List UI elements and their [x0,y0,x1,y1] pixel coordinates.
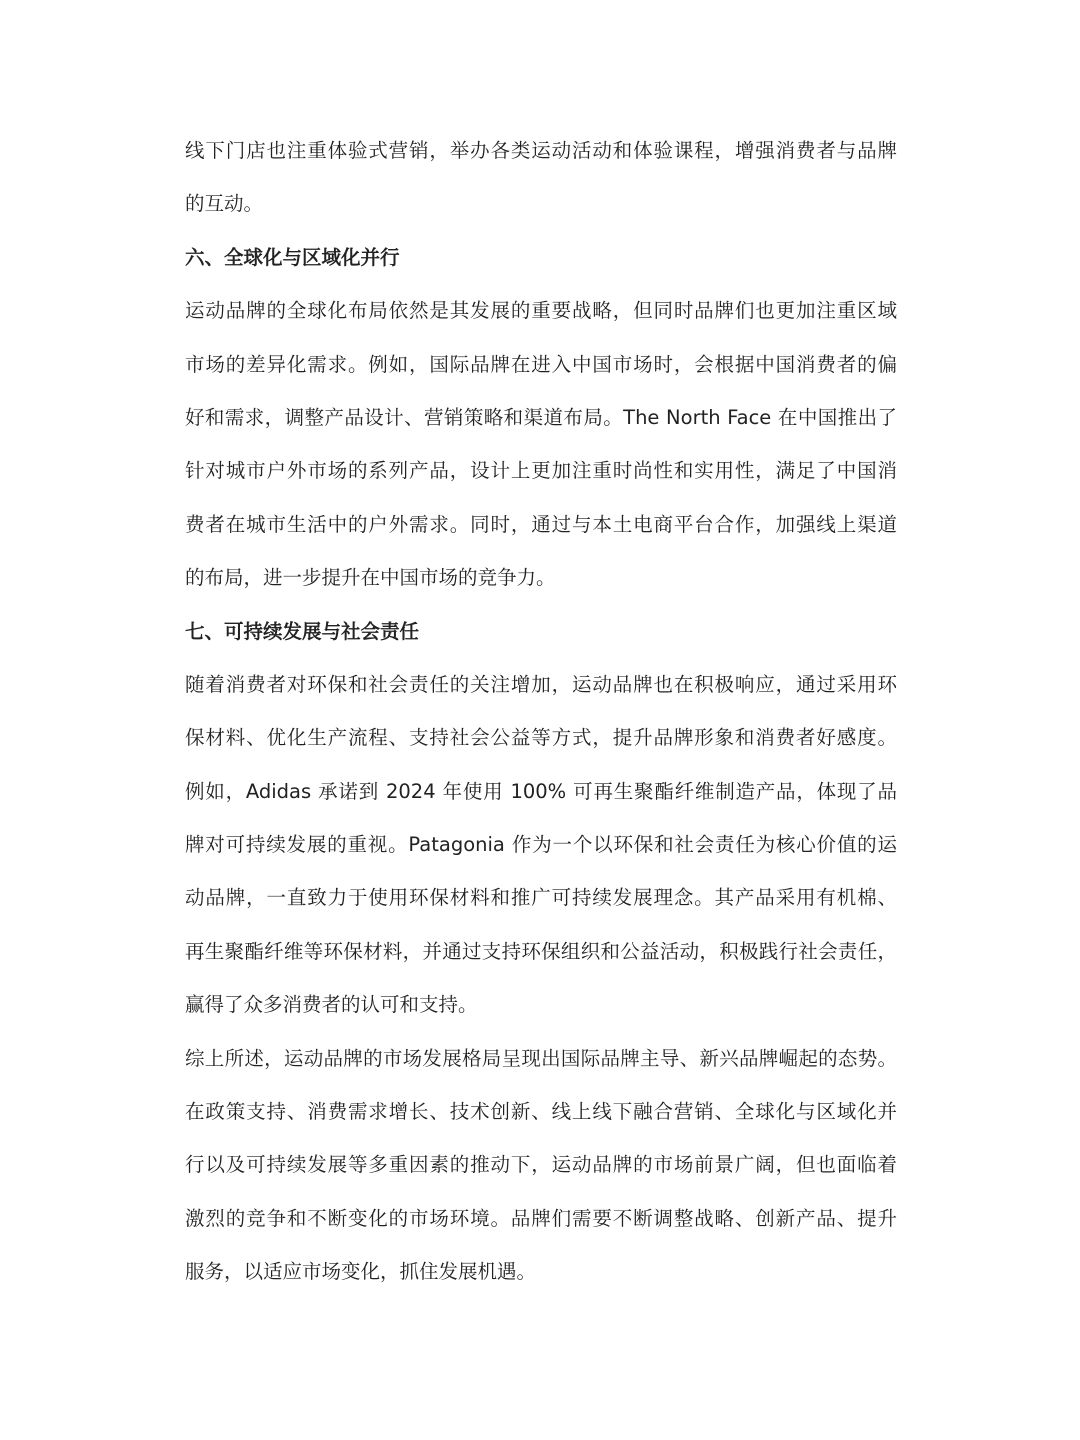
paragraph-line: 动品牌，一直致力于使用环保材料和推广可持续发展理念。其产品采用有机棉、 [185,886,897,910]
paragraph-line: 例如，Adidas 承诺到 2024 年使用 100% 可再生聚酯纤维制造产品，体现了品 [185,779,897,803]
paragraph-line: 针对城市户外市场的系列产品，设计上更加注重时尚性和实用性，满足了中国消 [185,459,897,483]
paragraph-line: 再生聚酯纤维等环保材料，并通过支持环保组织和公益活动，积极践行社会责任， [185,939,897,963]
paragraph-line: 行以及可持续发展等多重因素的推动下，运动品牌的市场前景广阔，但也面临着 [185,1153,897,1177]
paragraph-line: 综上所述，运动品牌的市场发展格局呈现出国际品牌主导、新兴品牌崛起的态势。 [185,1046,897,1070]
paragraph-line: 赢得了众多消费者的认可和支持。 [185,993,478,1017]
section-7-paragraph [185,658,897,1032]
paragraph-line: 随着消费者对环保和社会责任的关注增加，运动品牌也在积极响应，通过采用环 [185,672,897,696]
document-body [185,124,897,1299]
paragraph-line: 费者在城市生活中的户外需求。同时，通过与本土电商平台合作，加强线上渠道 [185,512,897,536]
paragraph-line: 服务，以适应市场变化，抓住发展机遇。 [185,1260,537,1284]
paragraph-line: 运动品牌的全球化布局依然是其发展的重要战略，但同时品牌们也更加注重区域 [185,299,897,323]
paragraph-line: 激烈的竞争和不断变化的市场环境。品牌们需要不断调整战略、创新产品、提升 [185,1206,897,1230]
section-heading-6: 六、全球化与区域化并行 [185,245,400,269]
conclusion-paragraph [185,1032,897,1299]
paragraph-line: 的布局，进一步提升在中国市场的竞争力。 [185,566,556,590]
paragraph-line: 的互动。 [185,192,264,216]
paragraph-line: 牌对可持续发展的重视。Patagonia 作为一个以环保和社会责任为核心价值的运 [185,833,897,857]
intro-paragraph [185,124,897,231]
paragraph-line: 保材料、优化生产流程、支持社会公益等方式，提升品牌形象和消费者好感度。 [185,726,897,750]
section-heading-7: 七、可持续发展与社会责任 [185,619,420,643]
section-6-paragraph [185,284,897,604]
paragraph-line: 在政策支持、消费需求增长、技术创新、线上线下融合营销、全球化与区域化并 [185,1100,897,1124]
paragraph-line: 好和需求，调整产品设计、营销策略和渠道布局。The North Face 在中国推出了 [185,405,897,429]
paragraph-line: 线下门店也注重体验式营销，举办各类运动活动和体验课程，增强消费者与品牌 [185,139,897,162]
paragraph-line: 市场的差异化需求。例如，国际品牌在进入中国市场时，会根据中国消费者的偏 [185,352,897,376]
